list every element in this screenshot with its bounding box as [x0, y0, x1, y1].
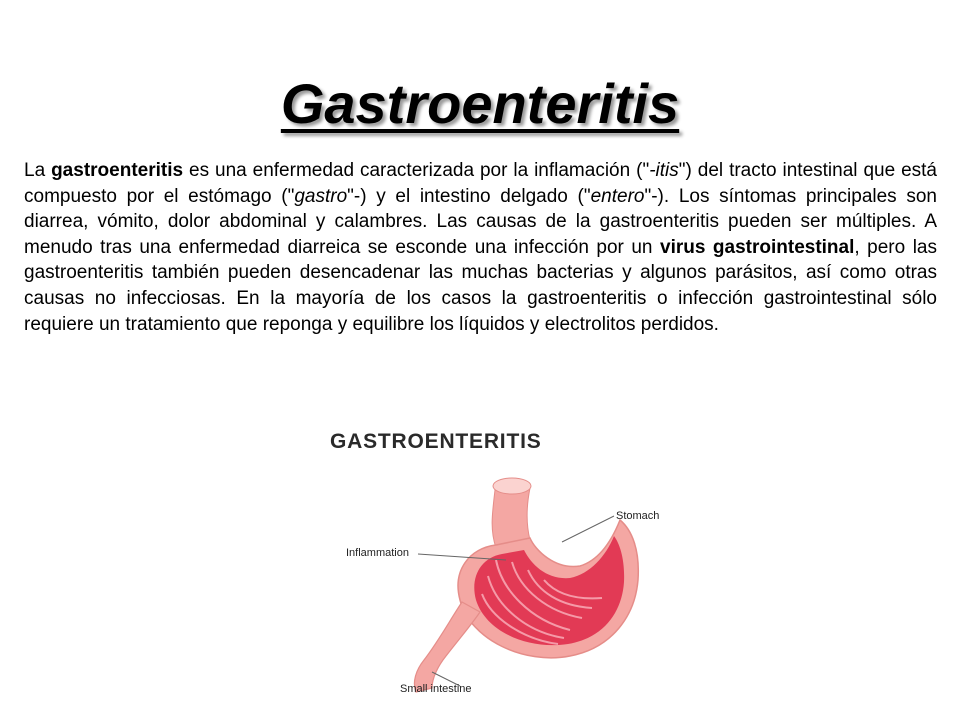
label-small-intestine: Small intestine — [400, 683, 472, 695]
label-inflammation: Inflammation — [346, 547, 409, 559]
body-paragraph — [24, 158, 937, 337]
text-run: "-) y el intestino delgado (" — [347, 185, 591, 207]
gastroenteritis-figure — [320, 420, 700, 720]
esophagus-opening — [493, 478, 531, 494]
italic-term: entero — [590, 185, 645, 207]
label-stomach: Stomach — [616, 510, 660, 522]
stomach-illustration — [320, 420, 700, 720]
text-run: La — [24, 160, 52, 181]
text-run: ") del tracto intestinal que está compuesto por el estómago (" — [24, 160, 937, 207]
small-intestine — [414, 602, 480, 692]
text-run: es una enfermedad caracterizada por la inflamación (" — [183, 160, 650, 181]
italic-term: gastro — [294, 185, 348, 207]
bold-term: gastroenteritis — [51, 160, 184, 181]
italic-term: -itis — [649, 160, 679, 181]
text-run: "-). Los síntomas principales son diarrea, vómito, dolor abdominal y calambres. Las causas de la gastroenteritis pueden ser múltiples. A menudo tras una enfermedad diarreica se esconde una infección por un — [24, 185, 937, 258]
slide-title: Gastroenteritis — [280, 72, 680, 135]
text-run: , pero las gastroenteritis también pueden desencadenar las muchas bacterias y algunos parásitos, así como otras causas no infecciosas. En la mayoría de los casos la gastroenteritis o infección gastrointestinal sólo requiere un tratamiento que reponga y equilibre los líquidos y electrolitos perdidos. — [24, 236, 937, 335]
figure-title: GASTROENTERITIS — [330, 430, 542, 453]
bold-term: virus gastrointestinal — [660, 236, 855, 258]
